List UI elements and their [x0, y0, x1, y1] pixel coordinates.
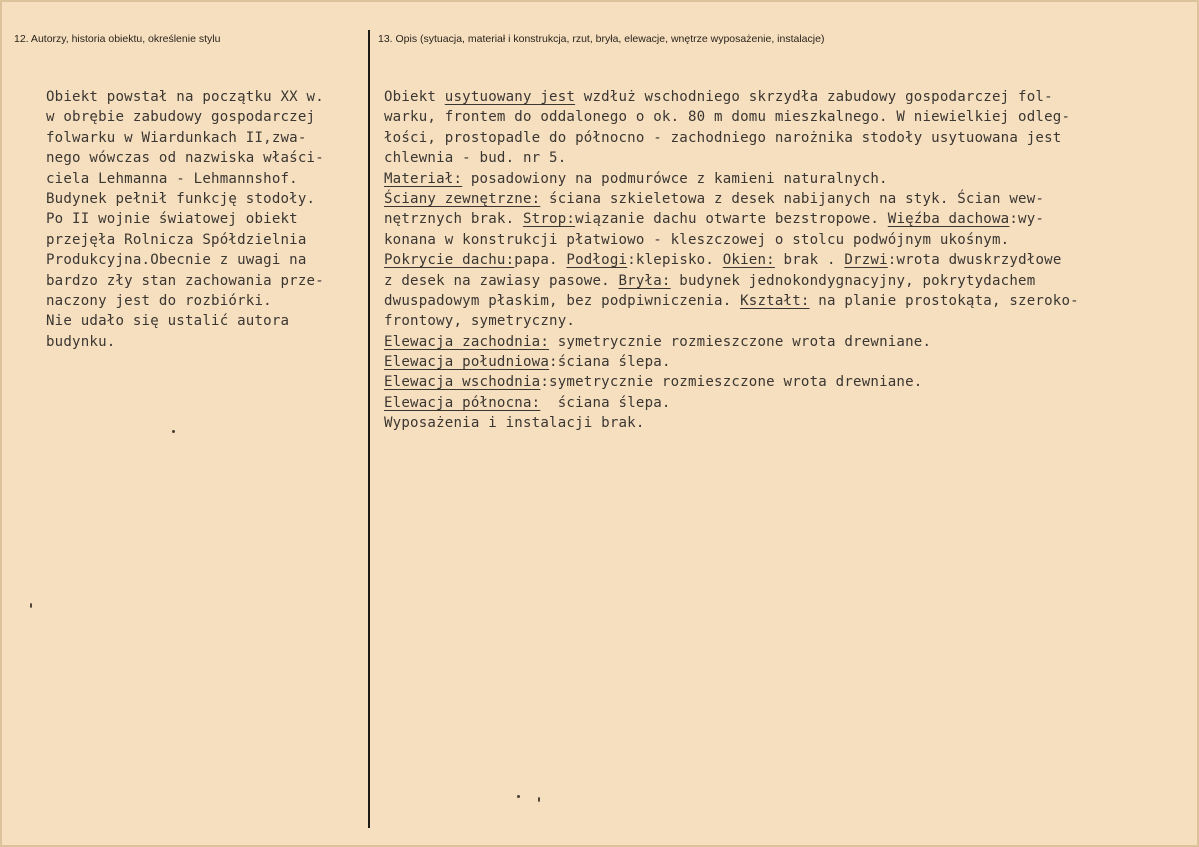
paper-speck [30, 603, 32, 608]
paper-speck [517, 795, 520, 798]
text-segment: brak . [774, 252, 845, 269]
text-line: Obiekt powstał na początku XX w. [46, 89, 324, 105]
text-line [384, 128, 1194, 148]
text-segment: ściana szkieletowa z desek nabijanych na styk. Ścian wew- [540, 190, 1045, 207]
text-segment: łości, prostopadle do północno - zachodniego narożnika stodoły usytuowana jest [384, 129, 1062, 146]
underlined-heading: Okien: [722, 252, 775, 269]
underlined-heading: Podłogi [566, 252, 628, 269]
text-line [384, 332, 1194, 352]
text-segment: wiązanie dachu otwarte bezstropowe. [575, 211, 888, 228]
text-line [384, 413, 1194, 433]
text-segment: ściana ślepa. [540, 394, 671, 411]
text-line: Budynek pełnił funkcję stodoły. [46, 190, 316, 207]
underlined-heading: Elewacja północna: [384, 394, 541, 411]
paper-speck [172, 430, 175, 433]
text-line [384, 393, 1194, 413]
underlined-heading: Elewacja wschodnia [384, 374, 541, 391]
text-segment: konana w konstrukcji płatwiowo - kleszczowej o stolcu podwójnym ukośnym. [384, 231, 1010, 248]
text-segment: wzdłuż wschodniego skrzydła zabudowy gospodarczej fol- [575, 89, 1053, 105]
text-line [384, 209, 1194, 229]
text-line: nego wówczas od nazwiska właści- [46, 150, 324, 167]
text-line [384, 352, 1194, 372]
text-line [384, 107, 1194, 127]
underlined-heading: Elewacja zachodnia: [384, 333, 550, 350]
text-line [384, 311, 1194, 331]
text-line: przejęła Rolnicza Spółdzielnia [46, 231, 307, 248]
section-13-header: 13. Opis (sytuacja, materiał i konstrukcja, rzut, bryła, elewacje, wnętrze wyposażenie, instalacje) [378, 33, 825, 45]
paper-speck [538, 797, 540, 802]
text-line: folwarku w Wiardunkach II,zwa- [46, 129, 307, 146]
underlined-heading: Bryła: [618, 272, 671, 289]
text-segment: :klepisko. [627, 252, 723, 269]
column-divider [368, 30, 370, 828]
description-text [384, 87, 1194, 434]
underlined-heading: Kształt: [740, 292, 810, 309]
text-segment: :ściana ślepa. [549, 354, 671, 371]
text-segment: z desek na zawiasy pasowe. [384, 272, 619, 289]
text-line [384, 291, 1194, 311]
text-segment: papa. [514, 252, 567, 269]
text-segment: posadowiony na podmurówce z kamieni naturalnych. [462, 170, 888, 187]
text-line: bardzo zły stan zachowania prze- [46, 272, 324, 289]
text-line: budynku. [46, 333, 116, 350]
underlined-heading: Materiał: [384, 170, 463, 187]
text-segment: budynek jednokondygnacyjny, pokrytydachem [670, 272, 1036, 289]
text-segment: symetrycznie rozmieszczone wrota drewniane. [549, 333, 932, 350]
text-segment: na planie prostokąta, szeroko- [809, 292, 1079, 309]
underlined-heading: usytuowany jest [444, 89, 576, 105]
text-segment: Wyposażenia i instalacji brak. [384, 415, 645, 432]
text-segment: chlewnia - bud. nr 5. [384, 150, 567, 167]
text-line [384, 169, 1194, 189]
text-segment: Obiekt [384, 89, 445, 105]
underlined-heading: Więźba dachowa [887, 211, 1010, 228]
text-segment: warku, frontem do oddalonego o ok. 80 m domu mieszkalnego. W niewielkiej odleg- [384, 109, 1071, 126]
text-line [384, 230, 1194, 250]
text-segment: dwuspadowym płaskim, bez podpiwniczenia. [384, 292, 741, 309]
text-line: naczony jest do rozbiórki. [46, 292, 272, 309]
text-segment: :wy- [1009, 211, 1045, 228]
text-segment: frontowy, symetryczny. [384, 313, 576, 330]
underlined-heading: Drzwi [844, 252, 888, 269]
text-segment: nętrznych brak. [384, 211, 523, 228]
underlined-heading: Elewacja południowa [384, 354, 550, 371]
underlined-heading: Pokrycie dachu: [384, 252, 515, 269]
text-segment: :symetrycznie rozmieszczone wrota drewniane. [540, 374, 923, 391]
text-line [384, 372, 1194, 392]
text-line [384, 189, 1194, 209]
text-line: Produkcyjna.Obecnie z uwagi na [46, 252, 307, 269]
authors-history-text [46, 87, 366, 352]
text-line: w obrębie zabudowy gospodarczej [46, 109, 316, 126]
text-line [384, 87, 1194, 107]
text-line: ciela Lehmanna - Lehmannshof. [46, 170, 298, 187]
text-line: Nie udało się ustalić autora [46, 313, 290, 330]
text-line: Po II wojnie światowej obiekt [46, 211, 298, 228]
text-line [384, 250, 1194, 270]
underlined-heading: Strop: [522, 211, 576, 228]
underlined-heading: Ściany zewnętrzne: [384, 190, 541, 207]
text-segment: :wrota dwuskrzydłowe [887, 252, 1062, 269]
section-12-header: 12. Autorzy, historia obiektu, określenie stylu [14, 33, 221, 45]
text-line [384, 271, 1194, 291]
text-line [384, 148, 1194, 168]
